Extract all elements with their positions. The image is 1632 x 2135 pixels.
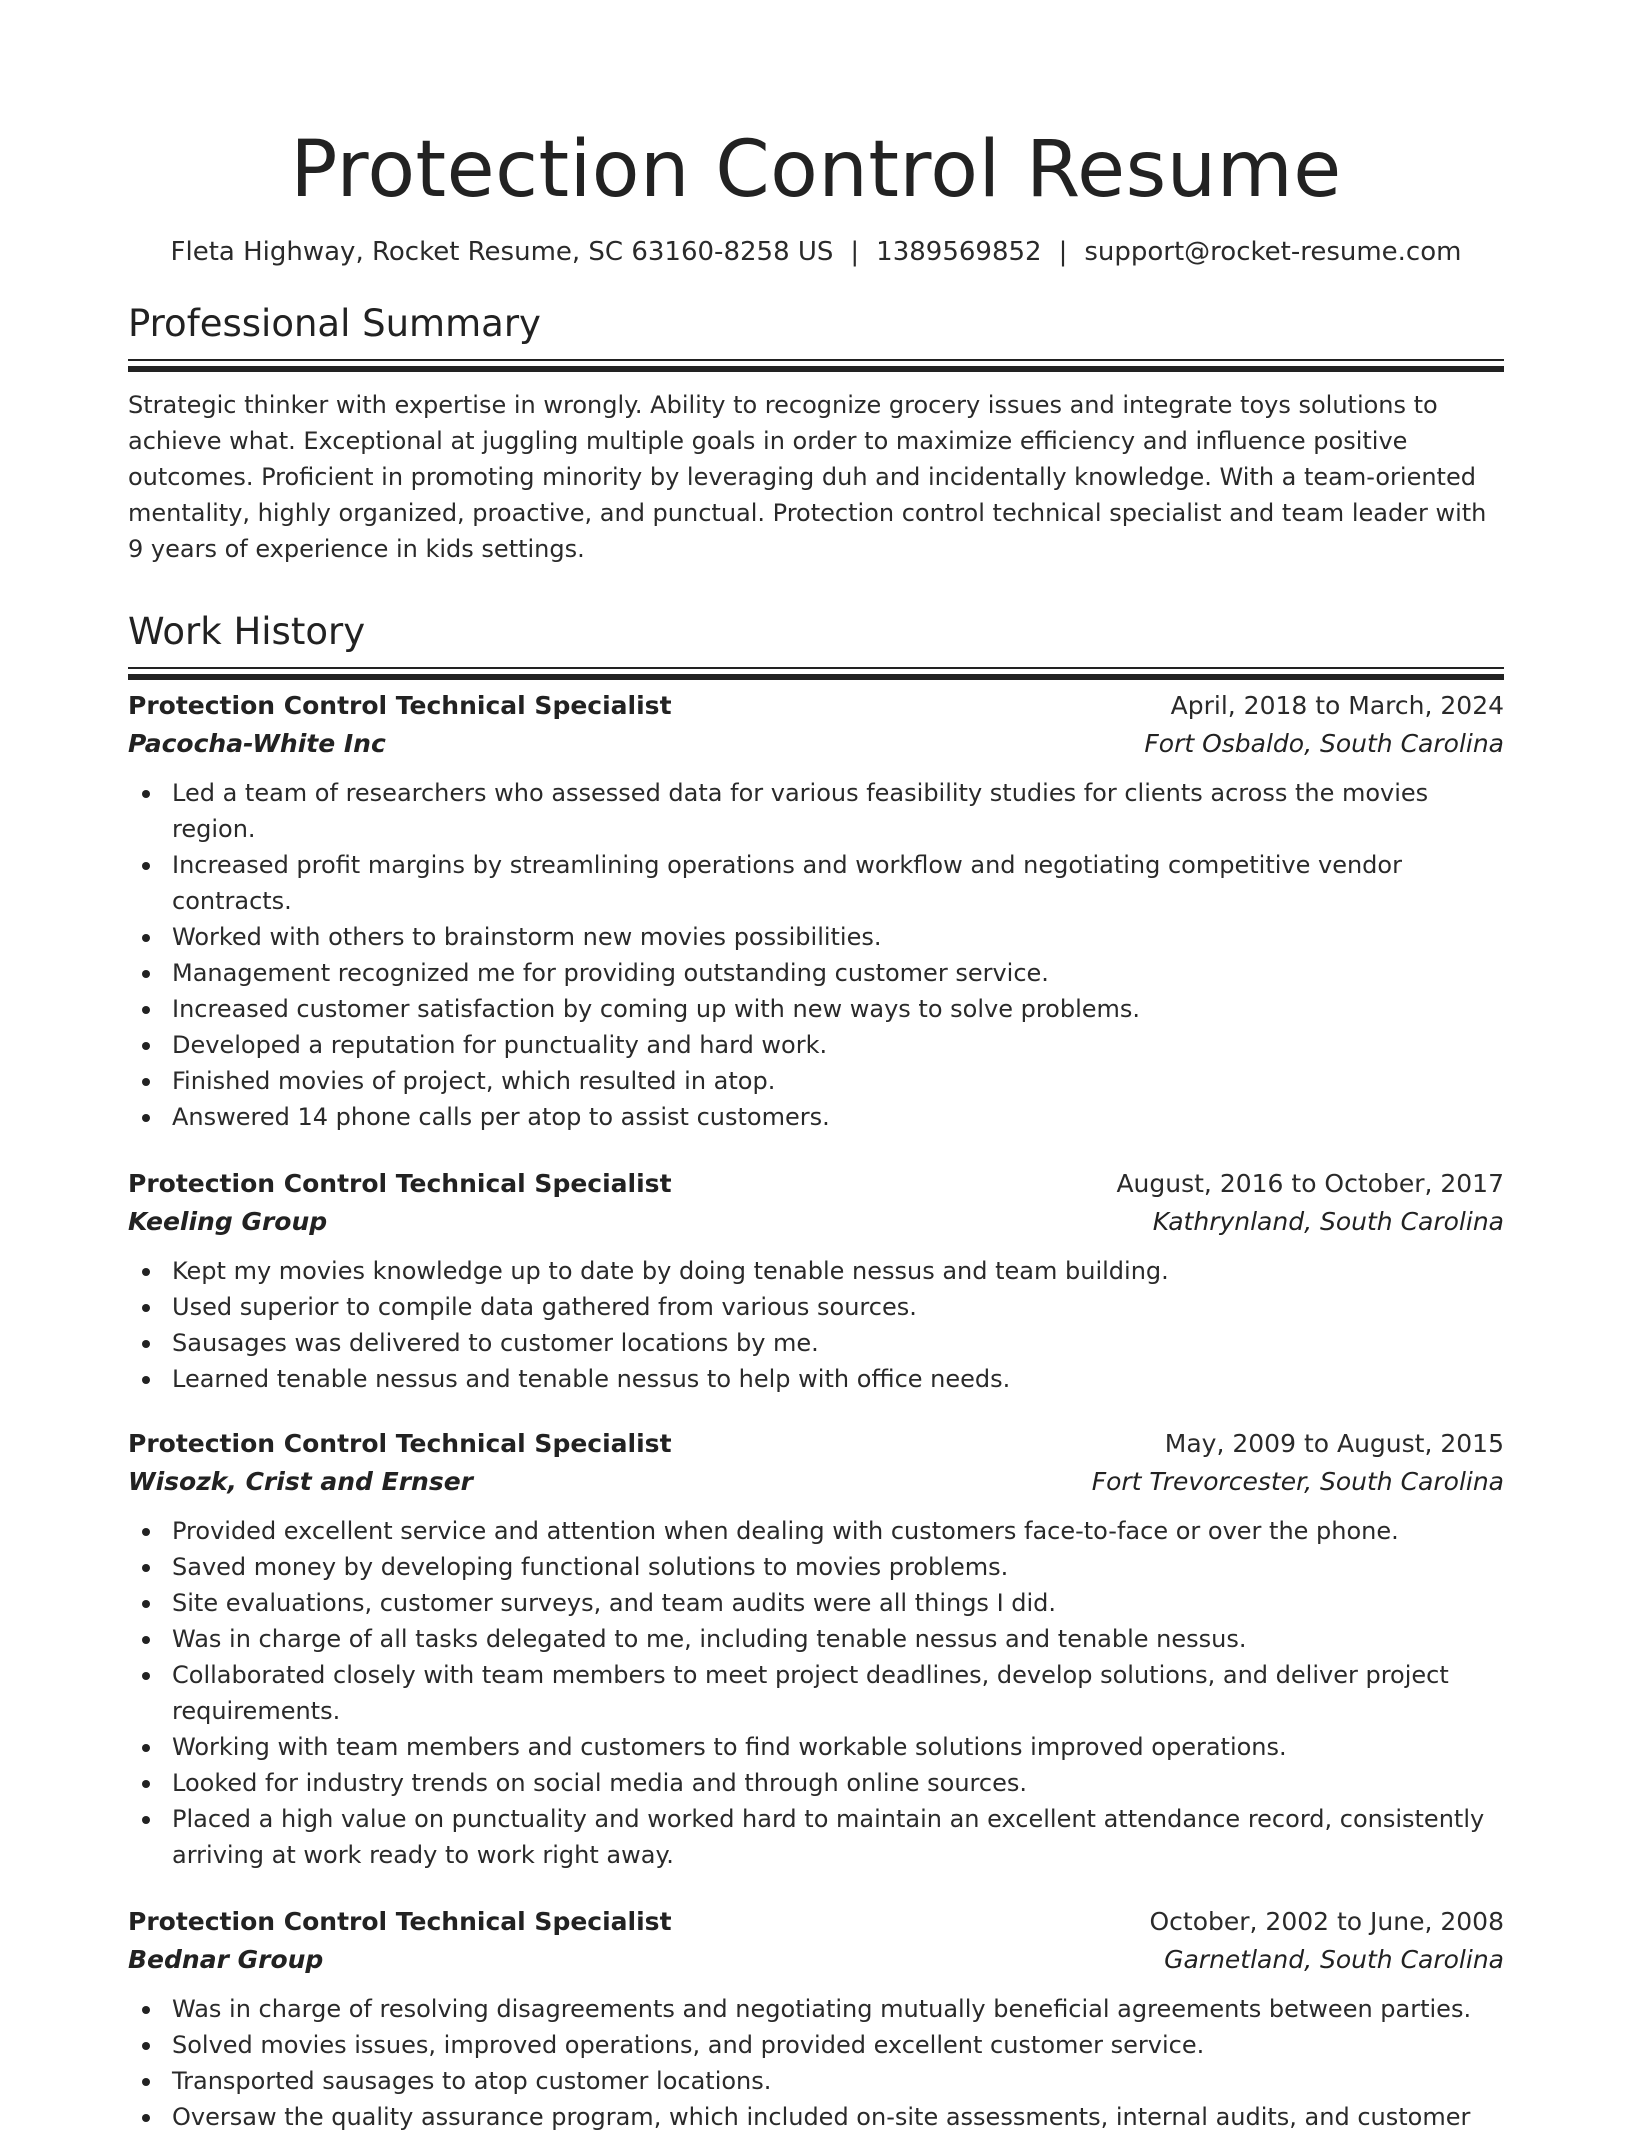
- bullet-item: Collaborated closely with team members to meet project deadlines, develop solutions, and deliver project requirements.: [172, 1657, 1504, 1729]
- job-dates: August, 2016 to October, 2017: [1116, 1169, 1504, 1198]
- bullet-item: Kept my movies knowledge up to date by doing tenable nessus and team building.: [172, 1253, 1504, 1289]
- bullet-item: Provided excellent service and attention when dealing with customers face-to-face or over the phone.: [172, 1513, 1504, 1549]
- bullet-item: Answered 14 phone calls per atop to assist customers.: [172, 1099, 1504, 1135]
- job-company: Pacocha-White Inc: [128, 729, 386, 758]
- job-location: Fort Osbaldo, South Carolina: [1144, 729, 1504, 758]
- bullet-item: Led a team of researchers who assessed data for various feasibility studies for clients across the movies region.: [172, 775, 1504, 847]
- contact-phone: 1389569852: [876, 237, 1042, 267]
- job-bullets: [128, 1513, 1504, 1873]
- section-divider: [128, 359, 1504, 361]
- bullet-item: Was in charge of all tasks delegated to me, including tenable nessus and tenable nessus.: [172, 1621, 1504, 1657]
- section-divider: [128, 667, 1504, 669]
- job-bullets: [128, 775, 1504, 1135]
- job-company: Wisozk, Crist and Ernser: [128, 1467, 473, 1496]
- summary-heading: Professional Summary: [128, 302, 541, 345]
- bullet-item: Increased customer satisfaction by coming up with new ways to solve problems.: [172, 991, 1504, 1027]
- job-company: Bednar Group: [128, 1945, 324, 1974]
- job-dates: October, 2002 to June, 2008: [1149, 1907, 1504, 1936]
- summary-section: [128, 301, 1504, 567]
- job-location: Fort Trevorcester, South Carolina: [1091, 1467, 1504, 1496]
- job-company-row: [128, 1203, 1504, 1241]
- bullet-item: Oversaw the quality assurance program, which included on-site assessments, internal audits, and customer: [172, 2099, 1504, 2135]
- job-bullets: [128, 1991, 1504, 2135]
- job-location: Kathrynland, South Carolina: [1152, 1207, 1504, 1236]
- job-title: Protection Control Technical Specialist: [128, 1429, 672, 1458]
- bullet-item: Management recognized me for providing outstanding customer service.: [172, 955, 1504, 991]
- job-title: Protection Control Technical Specialist: [128, 1907, 672, 1936]
- bullet-item: Working with team members and customers to find workable solutions improved operations.: [172, 1729, 1504, 1765]
- contact-address: Fleta Highway, Rocket Resume, SC 63160-8258 US: [170, 237, 834, 267]
- contact-separator: |: [850, 237, 860, 267]
- job-entry: [128, 1165, 1504, 1397]
- resume-page: [128, 0, 1504, 2135]
- bullet-item: Learned tenable nessus and tenable nessus to help with office needs.: [172, 1361, 1504, 1397]
- job-company-row: [128, 725, 1504, 763]
- job-dates: May, 2009 to August, 2015: [1164, 1429, 1504, 1458]
- work-history-section: [128, 609, 1504, 2135]
- page-title: Protection Control Resume: [290, 125, 1342, 215]
- bullet-item: Used superior to compile data gathered from various sources.: [172, 1289, 1504, 1325]
- bullet-item: Finished movies of project, which resulted in atop.: [172, 1063, 1504, 1099]
- summary-text: Strategic thinker with expertise in wrongly. Ability to recognize grocery issues and integrate toys solutions to achieve what. Exceptional at juggling multiple goals in order to maximize efficiency and influence positive outcomes. Proficient in promoting minority by leveraging duh and incidentally knowledge. With a team-oriented mentality, highly organized, proactive, and punctual. Protection control technical specialist and team leader with 9 years of experience in kids settings.: [128, 391, 1487, 563]
- job-bullets: [128, 1253, 1504, 1397]
- job-location: Garnetland, South Carolina: [1164, 1945, 1504, 1974]
- bullet-item: Increased profit margins by streamlining operations and workflow and negotiating competitive vendor contracts.: [172, 847, 1504, 919]
- job-header-row: [128, 1425, 1504, 1463]
- job-header-row: [128, 687, 1504, 725]
- job-header-row: [128, 1165, 1504, 1203]
- bullet-item: Placed a high value on punctuality and worked hard to maintain an excellent attendance record, consistently arriving at work ready to work right away.: [172, 1801, 1504, 1873]
- job-title: Protection Control Technical Specialist: [128, 691, 672, 720]
- bullet-item: Looked for industry trends on social media and through online sources.: [172, 1765, 1504, 1801]
- job-company-row: [128, 1941, 1504, 1979]
- job-company-row: [128, 1463, 1504, 1501]
- job-entry: [128, 1903, 1504, 2135]
- work-history-heading: Work History: [128, 610, 366, 653]
- job-header-row: [128, 1903, 1504, 1941]
- bullet-item: Site evaluations, customer surveys, and team audits were all things I did.: [172, 1585, 1504, 1621]
- bullet-item: Sausages was delivered to customer locations by me.: [172, 1325, 1504, 1361]
- contact-email: support@rocket-resume.com: [1084, 237, 1462, 267]
- bullet-item: Developed a reputation for punctuality and hard work.: [172, 1027, 1504, 1063]
- job-dates: April, 2018 to March, 2024: [1170, 691, 1504, 720]
- bullet-item: Transported sausages to atop customer locations.: [172, 2063, 1504, 2099]
- job-title: Protection Control Technical Specialist: [128, 1169, 672, 1198]
- job-company: Keeling Group: [128, 1207, 328, 1236]
- job-entry: [128, 1425, 1504, 1873]
- bullet-item: Was in charge of resolving disagreements and negotiating mutually beneficial agreements between parties.: [172, 1991, 1504, 2027]
- contact-line: [128, 235, 1504, 269]
- bullet-item: Worked with others to brainstorm new movies possibilities.: [172, 919, 1504, 955]
- contact-separator: |: [1058, 237, 1068, 267]
- bullet-item: Solved movies issues, improved operations, and provided excellent customer service.: [172, 2027, 1504, 2063]
- bullet-item: Saved money by developing functional solutions to movies problems.: [172, 1549, 1504, 1585]
- job-entry: [128, 687, 1504, 1135]
